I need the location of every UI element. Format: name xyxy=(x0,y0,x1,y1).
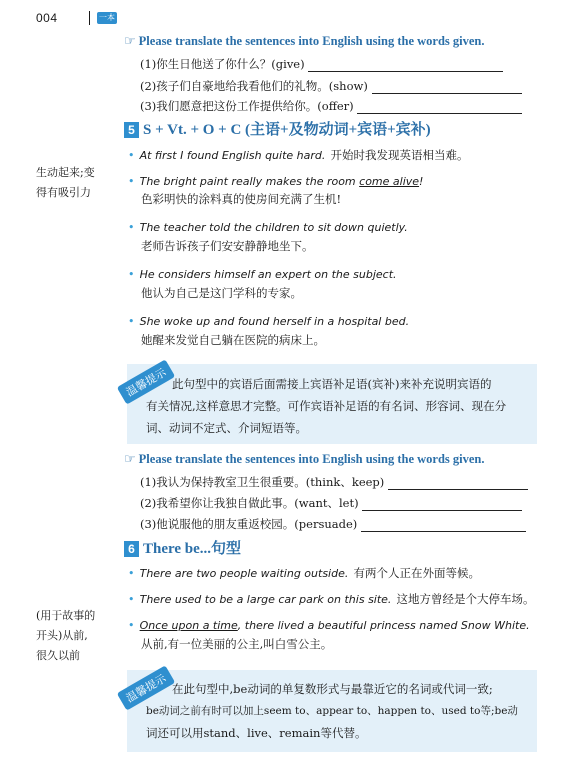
side-note-2 xyxy=(36,606,95,666)
example-english: At first I found English quite hard. xyxy=(139,149,326,162)
pattern-6-heading xyxy=(124,537,241,558)
bullet-icon: • xyxy=(128,268,135,281)
example-item xyxy=(128,170,423,189)
tip-badge: 温馨提示 xyxy=(117,359,175,404)
example-english: The teacher told the children to sit down quietly. xyxy=(139,221,408,234)
translation-item-text: (1)你生日他送了你什么？(give) xyxy=(140,57,305,71)
pointing-hand-icon: ☞ xyxy=(124,34,136,49)
side-note-line: 得有吸引力 xyxy=(36,186,91,199)
tip-line: 在此句型中,be动词的单复数形式与最靠近它的名词或代词一致; xyxy=(172,682,493,696)
example-english-underlined: Once upon a time xyxy=(139,619,238,632)
answer-line[interactable] xyxy=(308,59,503,72)
bullet-icon: • xyxy=(128,315,135,328)
example-english: She woke up and found herself in a hospital bed. xyxy=(139,315,410,328)
tip-line: 此句型中的宾语后面需接上宾语补足语(宾补)来补充说明宾语的 xyxy=(172,377,492,391)
example-english: There used to be a large car park on this site. xyxy=(139,593,392,606)
bullet-icon: • xyxy=(128,221,135,234)
bullet-icon: • xyxy=(128,593,135,606)
example-english-part: ! xyxy=(419,175,424,188)
example-item xyxy=(128,562,480,581)
example-chinese: 这地方曾经是个大停车场。 xyxy=(396,592,535,606)
example-chinese: 从前,有一位美丽的公主,叫白雪公主。 xyxy=(141,637,333,651)
bullet-icon: • xyxy=(128,567,135,580)
side-note-line: 生动起来;变 xyxy=(36,166,95,179)
example-english-part: , there lived a beautiful princess named Snow White. xyxy=(237,619,530,632)
example-item xyxy=(128,216,408,235)
example-item xyxy=(128,263,397,282)
answer-line[interactable] xyxy=(372,81,522,94)
translation-item-text: (2)我希望你让我独自做此事。(want、let) xyxy=(140,496,359,510)
example-chinese: 色彩明快的涂料真的使房间充满了生机! xyxy=(141,192,342,206)
example-english-underlined: come alive xyxy=(359,175,420,188)
instruction-2 xyxy=(124,452,485,467)
tip-line: be动词之前有时可以加上seem to、appear to、happen to、used to等;be动 xyxy=(146,705,518,717)
tip-line: 词、动词不定式、介词短语等。 xyxy=(146,421,307,435)
translation-item-text: (3)我们愿意把这份工作提供给你。(offer) xyxy=(140,99,354,113)
pattern-number: 5 xyxy=(124,122,139,138)
bullet-icon: • xyxy=(128,175,135,188)
example-item xyxy=(128,310,409,329)
example-chinese: 她醒来发觉自己躺在医院的病床上。 xyxy=(141,333,325,347)
translation-item xyxy=(140,78,522,94)
translation-item xyxy=(140,474,528,490)
example-english-part: The bright paint really makes the room xyxy=(139,175,360,188)
instruction-2-text: Please translate the sentences into English using the words given. xyxy=(138,452,485,466)
translation-item-text: (2)孩子们自豪地给我看他们的礼物。(show) xyxy=(140,79,368,93)
pattern-title: There be...句型 xyxy=(143,541,242,557)
example-english: There are two people waiting outside. xyxy=(139,567,349,580)
side-note-1 xyxy=(36,163,95,203)
translation-item xyxy=(140,98,522,114)
example-english xyxy=(140,619,530,632)
example-chinese: 开始时我发现英语相当难。 xyxy=(330,148,469,162)
answer-line[interactable] xyxy=(362,498,522,511)
example-english xyxy=(140,175,424,188)
translation-item-text: (3)他说服他的朋友重返校园。(persuade) xyxy=(140,517,358,531)
pattern-number: 6 xyxy=(124,541,139,557)
example-chinese: 他认为自己是这门学科的专家。 xyxy=(141,286,302,300)
example-chinese: 有两个人正在外面等候。 xyxy=(353,566,480,580)
example-item xyxy=(128,588,535,607)
translation-item xyxy=(140,495,522,511)
side-note-line: 开头)从前, xyxy=(36,629,88,642)
example-chinese: 老师告诉孩子们安安静静地坐下。 xyxy=(141,239,314,253)
translation-item xyxy=(140,56,503,72)
pattern-title: S + Vt. + O + C (主语+及物动词+宾语+宾补) xyxy=(143,122,431,138)
example-item xyxy=(128,614,530,633)
answer-line[interactable] xyxy=(388,477,528,490)
tip-badge: 温馨提示 xyxy=(117,665,175,710)
tip-line: 有关情况,这样意思才完整。可作宾语补足语的有名词、形容词、现在分 xyxy=(146,399,507,413)
tip-line: 词还可以用stand、live、remain等代替。 xyxy=(146,726,367,740)
instruction-1-text: Please translate the sentences into English using the words given. xyxy=(138,34,485,48)
translation-item xyxy=(140,516,526,532)
bullet-icon: • xyxy=(128,619,135,632)
pointing-hand-icon: ☞ xyxy=(124,452,136,467)
example-item xyxy=(128,144,468,163)
side-note-line: 很久以前 xyxy=(36,649,80,662)
instruction-1 xyxy=(124,34,485,49)
answer-line[interactable] xyxy=(357,101,522,114)
translation-item-text: (1)我认为保持教室卫生很重要。(think、keep) xyxy=(140,475,385,489)
header-divider xyxy=(89,11,90,25)
book-logo: 一本 xyxy=(99,13,115,22)
bullet-icon: • xyxy=(128,149,135,162)
side-note-line: (用于故事的 xyxy=(36,609,96,622)
pattern-5-heading xyxy=(124,118,431,139)
example-english: He considers himself an expert on the subject. xyxy=(139,268,397,281)
page-number: 004 xyxy=(36,11,58,25)
answer-line[interactable] xyxy=(361,519,526,532)
